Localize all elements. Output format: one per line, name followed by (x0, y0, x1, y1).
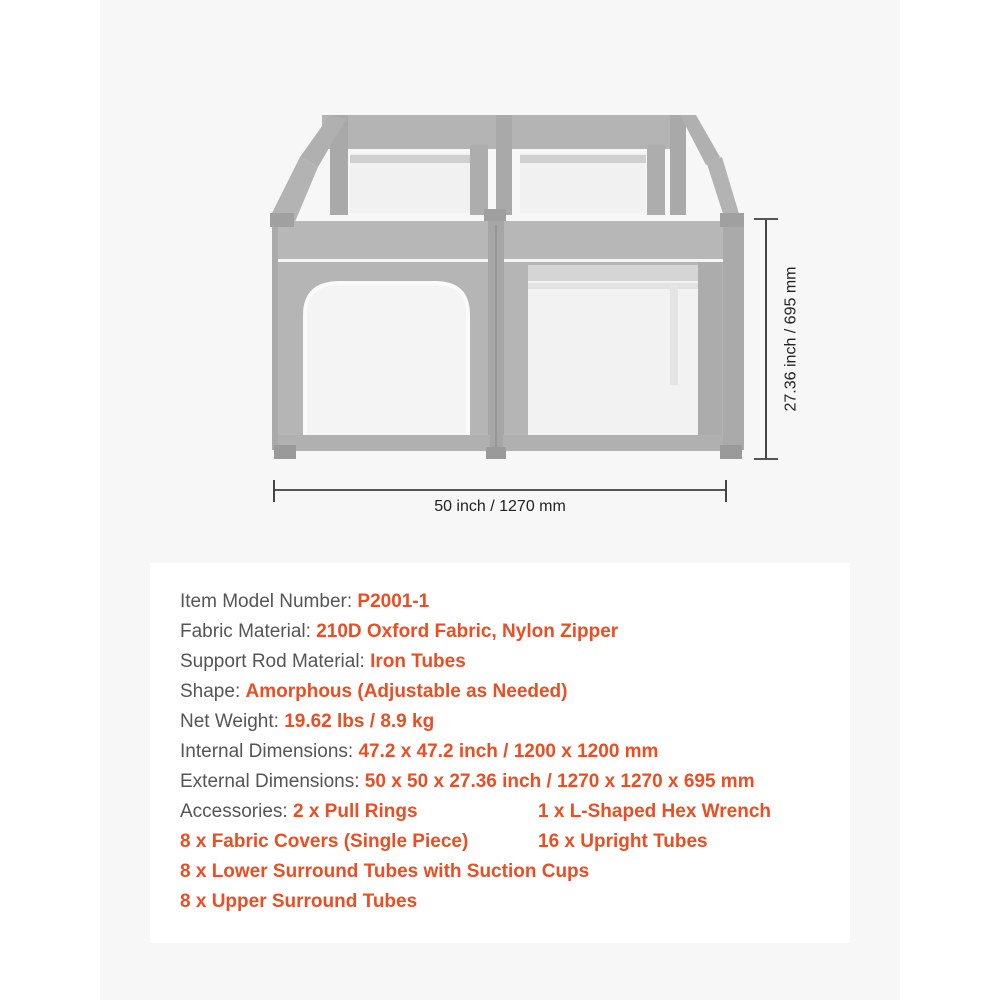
height-dimension-line (754, 218, 778, 460)
width-dimension-line (273, 480, 727, 500)
spec-label: Support Rod Material: (180, 651, 371, 672)
spec-label: Net Weight: (180, 711, 285, 732)
spec-value: P2001-1 (357, 591, 430, 612)
spec-shape (180, 677, 850, 707)
spec-value: 210D Oxford Fabric, Nylon Zipper (316, 621, 619, 642)
spec-label: External Dimensions: (180, 771, 365, 792)
width-dimension-label: 50 inch / 1270 mm (434, 498, 566, 515)
spec-fabric-material (180, 617, 850, 647)
spec-value: Iron Tubes (370, 651, 466, 672)
spec-support-rod-material (180, 647, 850, 677)
playpen-image (260, 105, 750, 470)
accessory-item: 1 x L-Shaped Hex Wrench (538, 801, 771, 822)
spec-accessories (180, 797, 850, 827)
accessory-item: 8 x Upper Surround Tubes (180, 891, 418, 912)
spec-accessories-row-3 (180, 857, 850, 887)
spec-internal-dimensions (180, 737, 850, 767)
spec-label: Shape: (180, 681, 246, 702)
accessory-item: 2 x Pull Rings (292, 801, 418, 822)
spec-label: Internal Dimensions: (180, 741, 359, 762)
spec-card (150, 563, 850, 943)
spec-value: 19.62 lbs / 8.9 kg (284, 711, 435, 732)
spec-label: Accessories: (180, 801, 293, 822)
dimension-line (765, 218, 767, 460)
spec-accessories-row-2 (180, 827, 850, 857)
dimension-cap-top (754, 218, 778, 220)
dimension-cap-bottom (754, 458, 778, 460)
spec-external-dimensions (180, 767, 850, 797)
height-dimension-label-container (778, 218, 804, 460)
dimension-line (273, 489, 727, 491)
spec-model-number (180, 587, 850, 617)
height-dimension-label: 27.36 inch / 695 mm (782, 266, 799, 412)
spec-label: Fabric Material: (180, 621, 317, 642)
spec-value: 47.2 x 47.2 inch / 1200 x 1200 mm (358, 741, 659, 762)
spec-label: Item Model Number: (180, 591, 358, 612)
spec-net-weight (180, 707, 850, 737)
spec-value: Amorphous (Adjustable as Needed) (245, 681, 568, 702)
spec-accessories-row-4 (180, 887, 850, 917)
accessory-item: 8 x Lower Surround Tubes with Suction Cups (180, 861, 590, 882)
accessory-item: 8 x Fabric Covers (Single Piece) (180, 831, 469, 852)
spec-value: 50 x 50 x 27.36 inch / 1270 x 1270 x 695 mm (364, 771, 755, 792)
accessory-item: 16 x Upright Tubes (538, 831, 708, 852)
